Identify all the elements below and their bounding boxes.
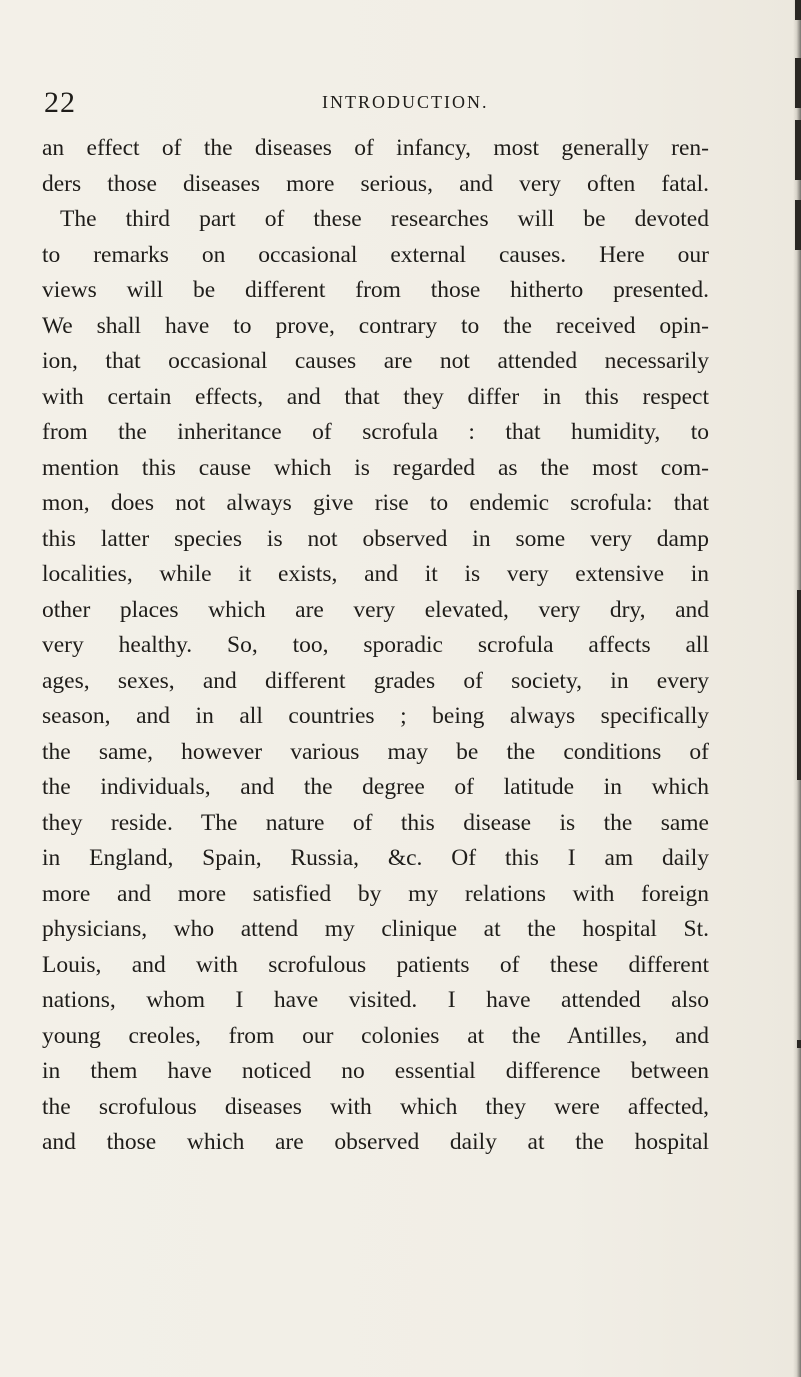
text-line: from the inheritance of scrofula : that humidity, to bbox=[42, 419, 709, 445]
text-line: physicians, who attend my clinique at the hospital St. bbox=[42, 916, 709, 942]
text-line: an effect of the diseases of infancy, most generally ren- bbox=[42, 135, 709, 161]
text-line: young creoles, from our colonies at the Antilles, and bbox=[42, 1022, 709, 1049]
text-line: the same, however various may be the conditions of bbox=[42, 738, 709, 765]
text-line: mon, does not always give rise to endemic scrofula: that bbox=[42, 490, 709, 516]
text-line: localities, while it exists, and it is very extensive in bbox=[42, 561, 709, 587]
running-head: INTRODUCTION. bbox=[322, 92, 489, 112]
text-line: more and more satisfied by my relations with foreign bbox=[42, 880, 709, 907]
page-number: 22 bbox=[44, 86, 76, 119]
text-line: they reside. The nature of this disease is the same bbox=[42, 809, 709, 836]
text-line: in them have noticed no essential difference between bbox=[42, 1058, 709, 1084]
text-line: this latter species is not observed in some very damp bbox=[42, 525, 709, 552]
text-line: the scrofulous diseases with which they were affected, bbox=[42, 1093, 709, 1120]
text-line: nations, whom I have visited. I have attended also bbox=[42, 987, 709, 1013]
text-line: The third part of these researches will be devoted bbox=[60, 206, 709, 232]
page-header bbox=[44, 86, 724, 118]
margin-mark bbox=[795, 120, 801, 180]
body-text bbox=[42, 131, 709, 1161]
text-line: Louis, and with scrofulous patients of these different bbox=[42, 951, 709, 978]
text-line: ion, that occasional causes are not attended necessarily bbox=[42, 348, 709, 374]
text-line: We shall have to prove, contrary to the received opin- bbox=[42, 312, 709, 339]
margin-mark bbox=[797, 590, 801, 780]
text-line: with certain effects, and that they differ in this respect bbox=[42, 383, 709, 410]
text-line: and those which are observed daily at the hospital bbox=[42, 1129, 709, 1155]
text-line: mention this cause which is regarded as the most com- bbox=[42, 454, 709, 481]
text-line: to remarks on occasional external causes. Here our bbox=[42, 241, 709, 268]
text-line: very healthy. So, too, sporadic scrofula affects all bbox=[42, 632, 709, 658]
margin-mark bbox=[797, 1040, 801, 1048]
text-line: in England, Spain, Russia, &c. Of this I am daily bbox=[42, 845, 709, 871]
text-line: other places which are very elevated, very dry, and bbox=[42, 596, 709, 623]
text-line: ders those diseases more serious, and very often fatal. bbox=[42, 170, 709, 197]
margin-mark bbox=[795, 58, 801, 108]
text-line: views will be different from those hitherto presented. bbox=[42, 277, 709, 303]
text-line: season, and in all countries ; being always specifically bbox=[42, 703, 709, 729]
margin-mark bbox=[795, 200, 801, 250]
margin-mark bbox=[795, 0, 801, 20]
text-line: the individuals, and the degree of latitude in which bbox=[42, 774, 709, 800]
text-line: ages, sexes, and different grades of society, in every bbox=[42, 667, 709, 694]
